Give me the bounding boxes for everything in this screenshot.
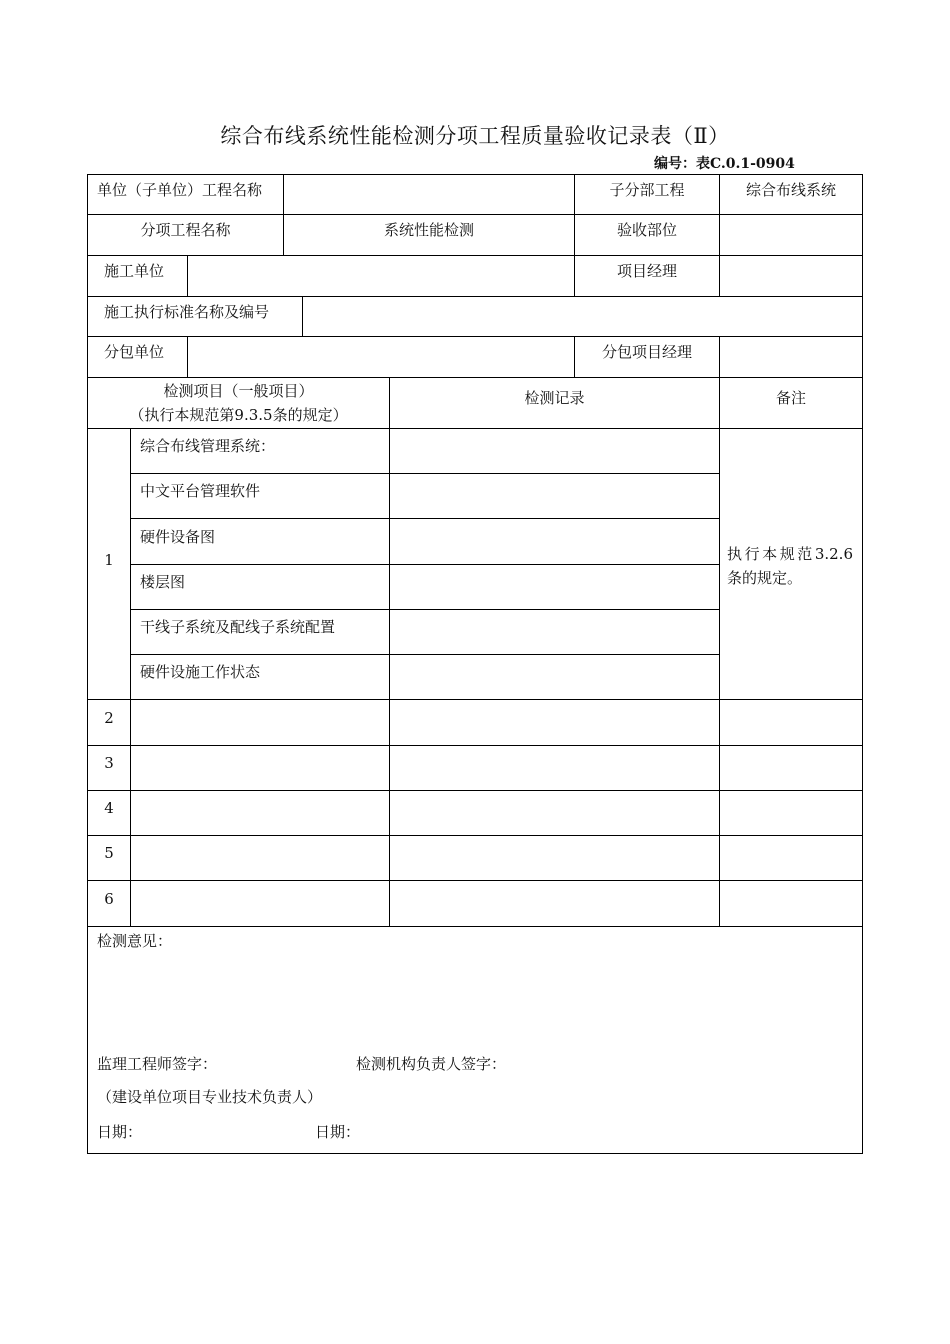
sub-division-value: 综合布线系统 <box>745 181 836 199</box>
agency-signature-label: 检测机构负责人签字： <box>356 1055 507 1073</box>
row-number: 6 <box>104 890 114 908</box>
subitem-floor-plan: 楼层图 <box>140 573 186 591</box>
supervisor-signature-label: 监理工程师签字： <box>97 1055 218 1073</box>
row-number: 5 <box>104 844 114 862</box>
subitem-backbone-config: 干线子系统及配线子系统配置 <box>140 618 336 636</box>
item-column-header: 检测项目（一般项目） <box>163 382 314 400</box>
acceptance-part-label: 验收部位 <box>616 221 677 239</box>
form-title: 综合布线系统性能检测分项工程质量验收记录表（Ⅱ） <box>220 124 730 148</box>
record-column-header: 检测记录 <box>524 389 585 407</box>
item-column-subheader: （执行本规范第9.3.5条的规定） <box>129 406 348 424</box>
sub-manager-label: 分包项目经理 <box>601 343 692 361</box>
row-number: 3 <box>104 754 114 772</box>
remark-text: 执行本规范3.2.6条的规定。 <box>727 545 853 587</box>
remark-column-header: 备注 <box>775 389 806 407</box>
unit-project-label: 单位（子单位）工程名称 <box>97 181 263 199</box>
subitem-management-system: 综合布线管理系统： <box>140 437 276 455</box>
subitem-chinese-platform-software: 中文平台管理软件 <box>140 482 261 500</box>
date-left-label: 日期： <box>97 1123 143 1141</box>
subitem-hardware-status: 硬件设施工作状态 <box>140 663 261 681</box>
row-number: 4 <box>104 799 114 817</box>
date-right-label: 日期： <box>315 1123 361 1141</box>
sub-item-value: 系统性能检测 <box>383 221 474 239</box>
row-number: 2 <box>104 709 114 727</box>
project-manager-label: 项目经理 <box>616 262 677 280</box>
subcontractor-label: 分包单位 <box>104 343 165 361</box>
sub-item-label: 分项工程名称 <box>140 221 231 239</box>
sub-division-label: 子分部工程 <box>609 181 685 199</box>
standard-label: 施工执行标准名称及编号 <box>104 303 270 321</box>
owner-note: （建设单位项目专业技术负责人） <box>97 1088 323 1106</box>
subitem-hardware-diagram: 硬件设备图 <box>140 528 216 546</box>
form-code: 编号：表C.0.1-0904 <box>654 156 795 172</box>
row-number: 1 <box>104 551 114 569</box>
opinion-label: 检测意见： <box>97 932 173 950</box>
contractor-label: 施工单位 <box>104 262 165 280</box>
